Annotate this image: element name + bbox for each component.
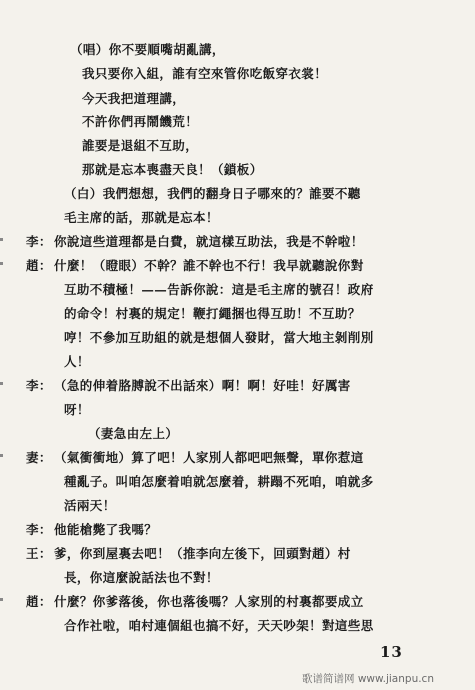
scan-mark (0, 598, 3, 601)
watermark: 歌谱简谱网 www.jianpu.cn (302, 673, 434, 685)
dialogue-line: 什麼？你爹落後，你也落後嗎？人家別的村裏都要成立 (54, 594, 364, 609)
scan-mark (0, 262, 3, 265)
dialogue-entry (26, 234, 364, 250)
dialogue-line: 什麼！（瞪眼）不幹？誰不幹也不行！我早就聽說你對 (54, 258, 364, 273)
dialogue-line: 哼！不參加互助組的就是想個人發財，當大地主剝削別 (64, 330, 374, 345)
dialogue-line: 互助不積極！——告訴你說：這是毛主席的號召！政府 (64, 282, 374, 297)
speaker-label: 妻： (26, 450, 52, 465)
dialogue-line: （急的伸着胳膊說不出話來）啊！啊！好哇！好厲害 (54, 378, 351, 393)
dialogue-line: 人！ (64, 354, 90, 369)
song-line: 誰要是退組不互助， (82, 138, 199, 153)
scan-mark (0, 238, 3, 241)
dialogue-line: （白）我們想想，我們的翻身日子哪來的？誰要不聽 (64, 186, 361, 201)
dialogue-line: 長，你這麼說話法也不對！ (64, 570, 219, 585)
song-line: 今天我把道理講， (82, 91, 186, 106)
dialogue-entry (26, 378, 351, 394)
dialogue-line: 合作社啦，咱村連個組也搞不好，天天吵架！對這些思 (64, 618, 374, 633)
song-line: 不許你們再鬧饑荒！ (82, 114, 199, 129)
speaker-label: 李： (26, 378, 52, 393)
dialogue-line: 種亂子。叫咱怎麼着咱就怎麼着，耕蹋不死咱，咱就多 (64, 474, 374, 489)
dialogue-line: 爹，你到屋裏去吧！（推李向左後下，回頭對趙）村 (54, 546, 351, 561)
dialogue-line: （氣衝衝地）算了吧！人家別人都吧吧無聲，單你惹這 (54, 450, 364, 465)
song-line: 我只要你入組，誰有空來管你吃飯穿衣裳！ (82, 66, 328, 81)
speaker-label: 趙： (26, 594, 52, 609)
dialogue-entry (26, 450, 364, 466)
song-line: （唱）你不要順嘴胡亂講， (70, 42, 225, 57)
dialogue-entry (26, 594, 364, 610)
dialogue-line: 毛主席的話，那就是忘本！ (64, 210, 219, 225)
dialogue-line: 他能槍斃了我嗎？ (54, 522, 158, 537)
stage-direction: （妻急由左上） (88, 426, 179, 441)
speaker-label: 李： (26, 522, 52, 537)
dialogue-line: 你說這些道理都是白費，就這樣互助法，我是不幹啦！ (54, 234, 364, 249)
dialogue-line: 呀！ (64, 402, 90, 417)
speaker-label: 李： (26, 234, 52, 249)
song-line: 那就是忘本喪盡天良！（鎖板） (82, 162, 263, 177)
scan-mark (0, 454, 3, 457)
dialogue-entry (26, 546, 351, 562)
speaker-label: 王： (26, 546, 52, 561)
dialogue-line: 活兩天！ (64, 498, 116, 513)
page-number: 13 (380, 643, 403, 661)
scan-mark (0, 382, 3, 385)
dialogue-line: 的命令！村裏的規定！鞭打繩捆也得互助！不互助？ (64, 306, 361, 321)
speaker-label: 趙： (26, 258, 52, 273)
dialogue-entry (26, 522, 157, 538)
dialogue-entry (26, 258, 364, 274)
